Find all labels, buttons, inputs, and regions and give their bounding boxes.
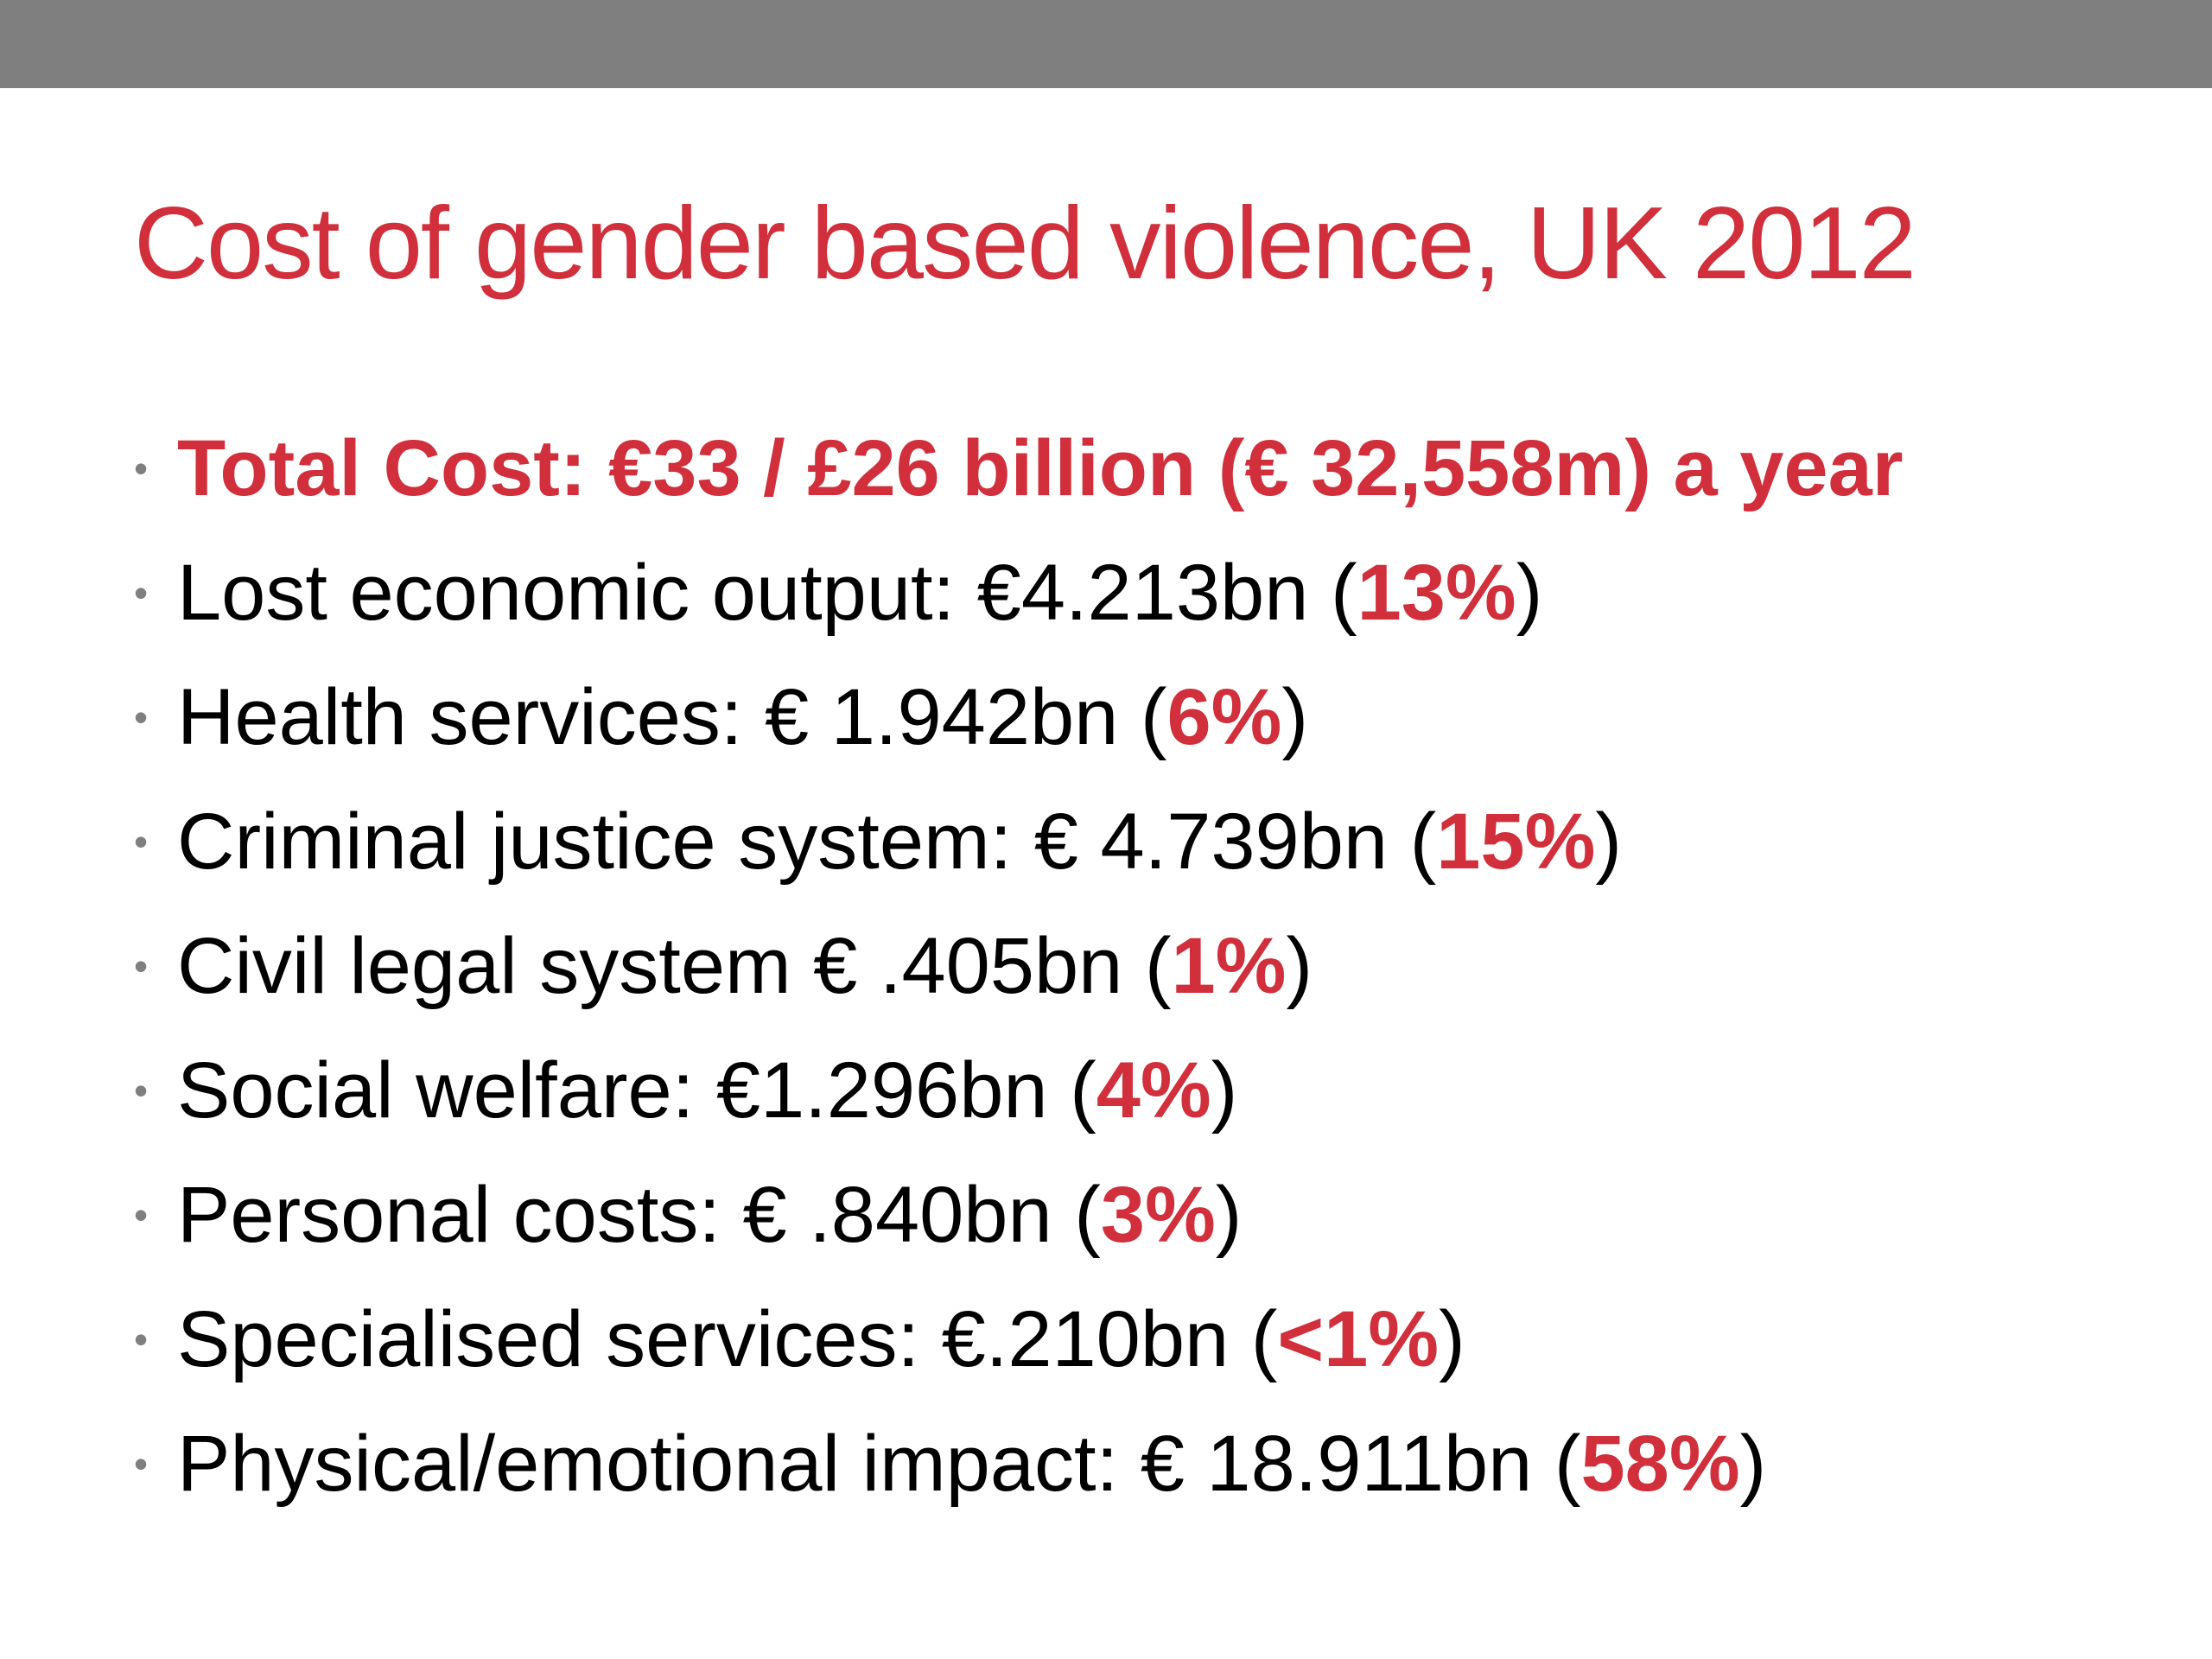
- close-paren: ): [1215, 1171, 1243, 1259]
- bullet-total-cost: [134, 406, 1904, 531]
- bullet-dot-icon: •: [134, 570, 149, 615]
- bullet-text: Lost economic output: €4.213bn (: [177, 549, 1357, 637]
- bullet-text: Physical/emotional impact: € 18.911bn (: [177, 1420, 1581, 1508]
- percentage: 13%: [1357, 549, 1516, 637]
- bullet-text: Personal costs: € .840bn (: [177, 1171, 1101, 1259]
- bullet-lost-economic-output: [134, 531, 1904, 655]
- bullet-list: [134, 406, 1904, 1526]
- percentage: 15%: [1436, 798, 1596, 886]
- bullet-dot-icon: •: [134, 1068, 149, 1113]
- bullet-civil-legal-system: [134, 904, 1904, 1028]
- bullet-criminal-justice-system: [134, 779, 1904, 904]
- top-banner: [0, 0, 2212, 88]
- bullet-specialised-services: [134, 1277, 1904, 1402]
- bullet-personal-costs: [134, 1153, 1904, 1277]
- percentage: 6%: [1166, 673, 1282, 761]
- percentage: 1%: [1171, 922, 1287, 1010]
- close-paren: ): [1739, 1420, 1767, 1508]
- percentage: 58%: [1580, 1420, 1740, 1508]
- bullet-dot-icon: •: [134, 819, 149, 864]
- bullet-dot-icon: •: [134, 446, 149, 491]
- bullet-text: Criminal justice system: € 4.739bn (: [177, 798, 1437, 886]
- close-paren: ): [1211, 1046, 1238, 1135]
- slide-title: Cost of gender based violence, UK 2012: [134, 186, 1915, 301]
- close-paren: ): [1595, 798, 1623, 886]
- bullet-social-welfare: [134, 1028, 1904, 1153]
- close-paren: ): [1516, 549, 1543, 637]
- percentage: <1%: [1277, 1295, 1440, 1383]
- bullet-dot-icon: •: [134, 944, 149, 988]
- bullet-text: Social welfare: €1.296bn (: [177, 1046, 1096, 1135]
- total-cost-text: Total Cost: €33 / £26 billion (€ 32,558m) a year: [177, 424, 1904, 512]
- bullet-text: Civil legal system € .405bn (: [177, 922, 1172, 1010]
- close-paren: ): [1281, 673, 1309, 761]
- bullet-text: Health services: € 1.942bn (: [177, 673, 1167, 761]
- bullet-physical-emotional-impact: [134, 1402, 1904, 1526]
- percentage: 3%: [1100, 1171, 1216, 1259]
- bullet-dot-icon: •: [134, 1441, 149, 1486]
- close-paren: ): [1286, 922, 1313, 1010]
- close-paren: ): [1439, 1295, 1465, 1383]
- bullet-text: Specialised services: €.210bn (: [177, 1295, 1278, 1383]
- percentage: 4%: [1096, 1046, 1211, 1135]
- bullet-dot-icon: •: [134, 1317, 149, 1362]
- bullet-dot-icon: •: [134, 1192, 149, 1237]
- bullet-dot-icon: •: [134, 695, 149, 740]
- bullet-health-services: [134, 655, 1904, 779]
